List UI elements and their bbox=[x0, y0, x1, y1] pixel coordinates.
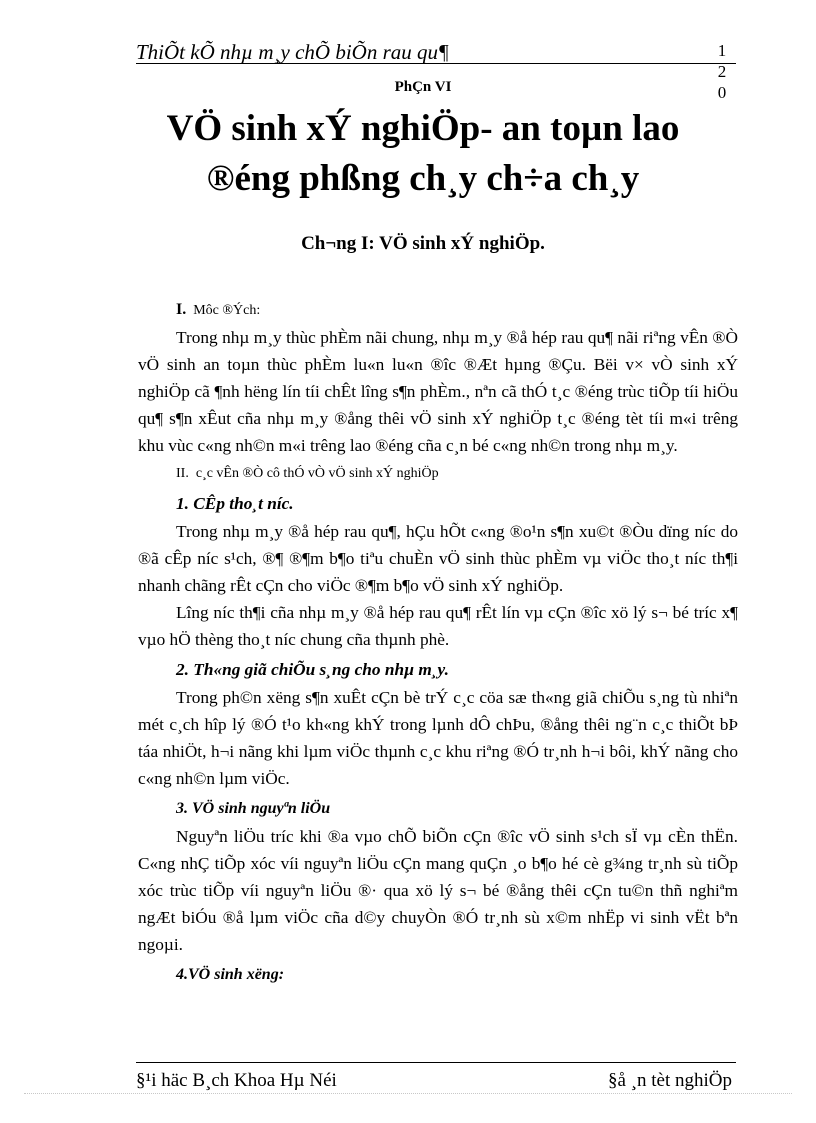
document-body bbox=[138, 297, 738, 989]
chapter-title: Ch¬ng I: VÖ sinh xÝ nghiÖp. bbox=[301, 233, 545, 254]
page-edge-divider bbox=[24, 1093, 792, 1094]
section-number: II. bbox=[176, 466, 189, 481]
section-title: c¸c vÊn ®Ò cô thÓ vÒ vÖ sinh xÝ nghiÖp bbox=[195, 466, 439, 481]
header-divider bbox=[136, 63, 736, 64]
subsection-heading: 3. VÖ sinh nguyªn liÖu bbox=[176, 800, 331, 817]
paragraph: Nguyªn liÖu tríc khi ®a vµo chÕ biÕn cÇn ®îc vÖ sinh s¹ch sÏ vµ cÈn thËn. C«ng nhÇ tiÕp xóc víi nguyªn liÖu cÇn mang quÇn ¸o b¶o hé cè g¾ng tr¸nh sù tiÕp xóc trùc tiÕp víi nguyªn liÖu ®· qua xö lý s¬ bé ®ång thêi cÇn tu©n thñ nghiªm ngÆt biÓu ®å lµm viÖc cña d©y chuyÒn ®Ó tr¸nh sù x©m nhËp vi sinh vËt bªn ngoµi. bbox=[138, 827, 738, 954]
part-label: PhÇn VI bbox=[394, 79, 452, 95]
footer-document-type: §å ¸n tèt nghiÖp bbox=[607, 1070, 732, 1091]
main-title bbox=[90, 104, 756, 204]
footer-divider bbox=[136, 1062, 736, 1063]
header-title: ThiÕt kÕ nhµ m¸y chÕ biÕn rau qu¶ bbox=[136, 40, 449, 64]
section-title: Môc ®Ých: bbox=[193, 303, 261, 318]
section-heading bbox=[138, 297, 738, 324]
main-title-line-1: VÖ sinh xÝ nghiÖp- an toµn lao bbox=[166, 108, 680, 149]
paragraph: Trong nhµ m¸y ®å hép rau qu¶, hÇu hÕt c«ng ®o¹n s¶n xu©t ®Òu dïng níc do ®ã cÊp níc s¹ch, ®¶ ®¶m b¶o tiªu chuÈn vÖ sinh thùc phÈm vµ viÖc tho¸t níc th¶i nhanh chãng rÊt cÇn cho viÖc ®¶m b¶o vÖ sinh xÝ nghiÖp. bbox=[138, 522, 738, 595]
footer-university: §¹i häc B¸ch Khoa Hµ Néi bbox=[136, 1070, 337, 1091]
paragraph: Trong nhµ m¸y thùc phÈm nãi chung, nhµ m¸y ®å hép rau qu¶ nãi riªng vÊn ®Ò vÖ sinh an toµn thùc phÈm lu«n lu«n ®îc ®Æt hµng ®Çu. Bëi v× vÒ sinh xÝ nghiÖp cã ¶nh hëng lín tíi chÊt lîng s¶n phÈm., nªn cã thÓ t¸c ®éng trùc tiÕp tíi hiÖu qu¶ s¶n xÊut cña nhµ m¸y ®ång thêi vÖ sinh xÝ nghiÖp t¸c ®éng tèt tíi m«i trêng khu vùc c«ng nh©n m«i trêng lao ®éng cña c¸n bé c«ng nh©n trong nhµ m¸y. bbox=[138, 328, 738, 455]
page-number-digit: 2 bbox=[717, 62, 727, 81]
paragraph: Lîng níc th¶i cña nhµ m¸y ®å hép rau qu¶ rÊt lín vµ cÇn ®îc xö lý s¬ bé tríc x¶ vµo hÖ thèng tho¸t níc chung cña thµnh phè. bbox=[138, 603, 738, 649]
subsection-heading: 4.VÖ sinh xëng: bbox=[176, 966, 285, 983]
page-number-digit: 1 bbox=[717, 41, 727, 60]
main-title-line-2: ®éng phßng ch¸y ch÷a ch¸y bbox=[206, 158, 640, 199]
section-heading bbox=[138, 461, 738, 487]
paragraph: Trong ph©n xëng s¶n xuÊt cÇn bè trÝ c¸c cöa sæ th«ng giã chiÕu s¸ng tù nhiªn mét c¸ch hîp lý ®Ó t¹o kh«ng khÝ trong lµnh dÔ chÞu, ®ång thêi ng¨n c¸c thiÕt bÞ táa nhiÖt, h¬i nãng khi lµm viÖc thµnh c¸c khu riªng ®Ó tr¸nh h¬i bôi, khÝ nãng cho c«ng nh©n lµm viÖc. bbox=[138, 688, 738, 788]
subsection-heading: 2. Th«ng giã chiÕu s¸ng cho nhµ m¸y. bbox=[176, 660, 449, 679]
section-number: I. bbox=[176, 301, 187, 318]
page-number-digit: 0 bbox=[717, 83, 727, 102]
subsection-heading: 1. CÊp tho¸t níc. bbox=[176, 494, 294, 513]
